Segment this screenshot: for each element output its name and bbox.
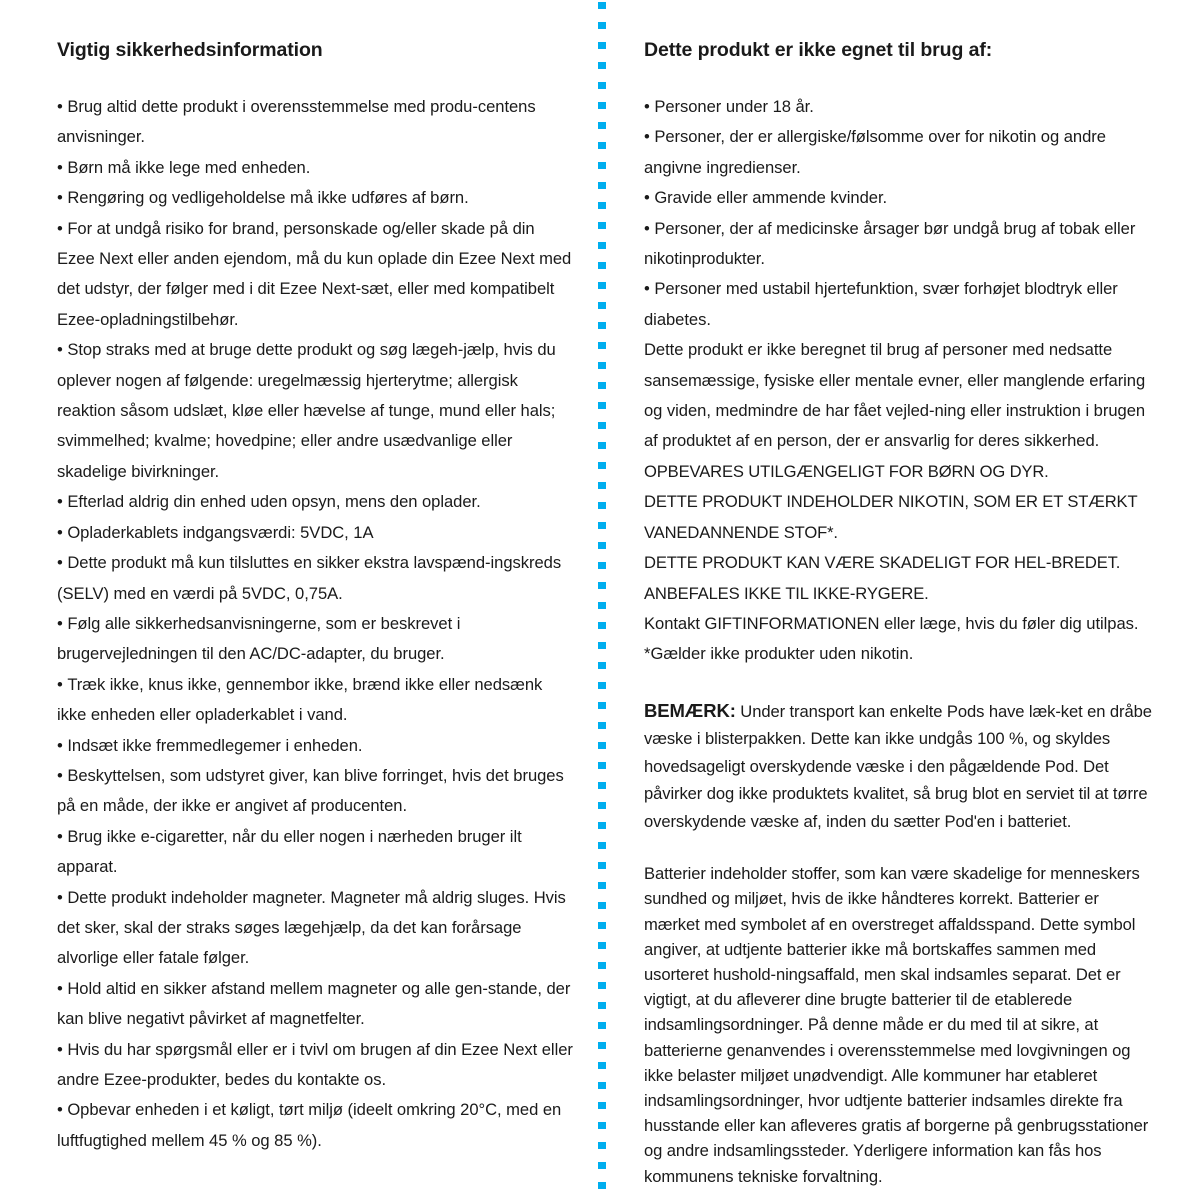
list-item: • Gravide eller ammende kvinder. xyxy=(644,183,1154,213)
warning-contains-nicotine: DETTE PRODUKT INDEHOLDER NIKOTIN, SOM ER ET STÆRKT VANEDANNENDE STOF*. xyxy=(644,492,1138,542)
note-label: BEMÆRK: xyxy=(644,699,736,721)
list-item: • Personer, der af medicinske årsager bør undgå brug af tobak eller nikotinprodukter. xyxy=(644,214,1154,275)
dotted-column-divider xyxy=(598,0,606,1200)
poison-information-contact: Kontakt GIFTINFORMATIONEN eller læge, hvis du føler dig utilpas. xyxy=(644,613,1139,633)
battery-disposal-paragraph: Batterier indeholder stoffer, som kan være skadelige for menneskers sundhed og miljøet, hvis de ikke håndteres korrekt. Batterier er mærket med symbolet af en overstreget affaldsspand. Dette symbol angiver, at udtjente batterier ikke må bortskaffes sammen med usorteret hushold-ningsaffald, men skal indsamles separat. Det er vigtigt, at du afleverer dine brugte batterier til de etablerede indsamlingsordninger. På denne måde er du med til at sikre, at batterierne genanvendes i overensstemmelse med lovgivningen og ikke belaster miljøet unødvendigt. Alle kommuner har etableret indsamlingsordninger, hvor udtjente batterier indsamles direkte fra husstande eller kan afleveres gratis af borgerne på genbrugsstationer og andre indsamlingssteder. Yderligere information kan fås hos kommunens tekniske forvaltning. xyxy=(644,864,1149,1186)
list-item: • Personer med ustabil hjertefunktion, svær forhøjet blodtryk eller diabetes. xyxy=(644,274,1154,335)
warning-harmful-to-health: DETTE PRODUKT KAN VÆRE SKADELIGT FOR HEL-BREDET. ANBEFALES IKKE TIL IKKE-RYGERE. xyxy=(644,553,1121,603)
list-item: • Beskyttelsen, som udstyret giver, kan blive forringet, hvis det bruges på en måde, der ikke er angivet af producenten. xyxy=(57,761,573,822)
list-item: • Hold altid en sikker afstand mellem magneter og alle gen-stande, der kan blive negativt påvirket af magnetfelter. xyxy=(57,974,573,1035)
reduced-capability-paragraph: Dette produkt er ikke beregnet til brug af personer med nedsatte sansemæssige, fysiske eller mentale evner, eller manglende erfaring og viden, medmindre de har fået vejled-ning eller instruktion i brugen af produktet af en person, der er ansvarlig for deres sikkerhed. xyxy=(644,340,1146,451)
list-item: • Opbevar enheden i et køligt, tørt miljø (ideelt omkring 20°C, med en luftfugtighed mellem 45 % og 85 %). xyxy=(57,1095,573,1156)
list-item: • Dette produkt indeholder magneter. Magneter må aldrig sluges. Hvis det sker, skal der straks søges lægehjælp, da det kan forårsage alvorlige eller fatale følger. xyxy=(57,883,573,974)
list-item: • Stop straks med at bruge dette produkt og søg lægeh-jælp, hvis du oplever nogen af følgende: uregelmæssig hjerterytme; allergisk reaktion såsom udslæt, kløe eller hævelse af tunge, mund eller hals; svimmelhed; kvalme; hovedpine; eller andre usædvanlige eller skadelige bivirkninger. xyxy=(57,335,573,487)
right-column xyxy=(644,0,1154,1189)
transport-leakage-note xyxy=(644,697,1154,836)
nicotine-footnote: *Gælder ikke produkter uden nikotin. xyxy=(644,644,914,664)
list-item: • Brug ikke e-cigaretter, når du eller nogen i nærheden bruger ilt apparat. xyxy=(57,822,573,883)
warning-keep-away: OPBEVARES UTILGÆNGELIGT FOR BØRN OG DYR. xyxy=(644,461,1049,481)
list-item: • For at undgå risiko for brand, personskade og/eller skade på din Ezee Next eller anden ejendom, må du kun oplade din Ezee Next med det udstyr, der følger med i dit Ezee Next-sæt, eller med kompatibelt Ezee-opladningstilbehør. xyxy=(57,214,573,336)
list-item: • Indsæt ikke fremmedlegemer i enheden. xyxy=(57,731,573,761)
list-item: • Efterlad aldrig din enhed uden opsyn, mens den oplader. xyxy=(57,487,573,517)
list-item: • Brug altid dette produkt i overensstemmelse med produ-centens anvisninger. xyxy=(57,92,573,153)
safety-bullet-list xyxy=(57,92,573,1156)
list-item: • Rengøring og vedligeholdelse må ikke udføres af børn. xyxy=(57,183,573,213)
left-column-heading: Vigtig sikkerhedsinformation xyxy=(57,39,323,61)
left-column xyxy=(57,0,573,1156)
list-item: • Personer under 18 år. xyxy=(644,92,1154,122)
right-column-heading: Dette produkt er ikke egnet til brug af: xyxy=(644,39,993,61)
list-item: • Opladerkablets indgangsværdi: 5VDC, 1A xyxy=(57,518,573,548)
list-item: • Børn må ikke lege med enheden. xyxy=(57,153,573,183)
unsuitable-users-list xyxy=(644,92,1154,335)
list-item: • Dette produkt må kun tilsluttes en sikker ekstra lavspænd-ingskreds (SELV) med en værdi på 5VDC, 0,75A. xyxy=(57,548,573,609)
list-item: • Træk ikke, knus ikke, gennembor ikke, brænd ikke eller nedsænk ikke enheden eller opladerkablet i vand. xyxy=(57,670,573,731)
list-item: • Følg alle sikkerhedsanvisningerne, som er beskrevet i brugervejledningen til den AC/DC-adapter, du bruger. xyxy=(57,609,573,670)
list-item: • Personer, der er allergiske/følsomme over for nikotin og andre angivne ingredienser. xyxy=(644,122,1154,183)
list-item: • Hvis du har spørgsmål eller er i tvivl om brugen af din Ezee Next eller andre Ezee-produkter, bedes du kontakte os. xyxy=(57,1035,573,1096)
note-text: Under transport kan enkelte Pods have læk-ket en dråbe væske i blisterpakken. Dette kan ikke undgås 100 %, og skyldes hovedsageligt overskydende væske i den pågældende Pod. Det påvirker dog ikke produktets kvalitet, så brug blot en serviet til at tørre overskydende væske af, inden du sætter Pod'en i batteriet. xyxy=(644,701,1152,831)
